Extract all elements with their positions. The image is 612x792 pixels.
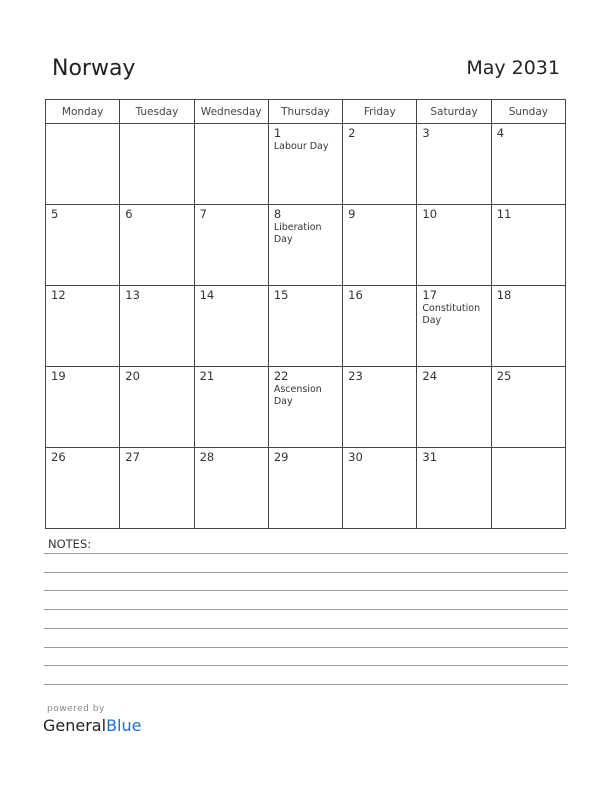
day-number: 21 [199,369,215,383]
day-number: 25 [496,369,512,383]
day-number: 12 [51,288,66,302]
day-cell [343,205,417,286]
day-number: 13 [125,288,140,302]
note-line [44,665,568,666]
day-cell [46,124,120,205]
generalblue-logo [43,716,141,735]
week-row [46,286,566,367]
day-number: 3 [422,126,430,140]
day-number: 17 [422,288,438,302]
day-cell [417,124,491,205]
day-cell [268,205,342,286]
day-cell [491,286,565,367]
day-cell [120,286,194,367]
note-line [44,572,568,573]
day-number: 5 [51,207,59,221]
day-number: 7 [199,207,207,221]
note-line [44,684,568,685]
day-cell [491,448,565,529]
day-number: 28 [199,450,215,464]
day-cell [46,448,120,529]
day-number: 16 [348,288,363,302]
logo-text-general: General [43,716,107,735]
weekday-header: Sunday [491,100,565,124]
week-row [46,367,566,448]
day-cell [46,205,120,286]
day-number: 14 [199,288,215,302]
day-cell [491,205,565,286]
weekday-header: Monday [46,100,120,124]
day-cell [120,205,194,286]
holiday-label: Labour Day [273,141,329,152]
day-number: 19 [51,369,66,383]
weekday-header: Tuesday [120,100,194,124]
day-cell [46,367,120,448]
logo-text-blue: Blue [106,716,142,735]
day-number: 2 [348,126,356,140]
day-cell [194,448,268,529]
day-cell [194,205,268,286]
note-line [44,647,568,648]
day-number: 11 [496,207,512,221]
note-line [44,628,568,629]
day-cell [343,367,417,448]
day-number: 20 [125,369,140,383]
note-line [44,609,568,610]
day-number: 8 [273,207,282,221]
powered-by-text: powered by [47,704,105,714]
weekday-header: Friday [343,100,417,124]
day-cell [268,448,342,529]
day-number: 24 [422,369,438,383]
day-number: 23 [348,369,363,383]
day-cell [417,205,491,286]
weekday-header-row [46,100,566,124]
weekday-header: Wednesday [194,100,268,124]
calendar-grid [45,99,566,529]
day-cell [194,124,268,205]
day-cell [417,286,491,367]
day-number: 22 [273,369,289,383]
day-number: 30 [348,450,363,464]
week-row [46,205,566,286]
day-cell [417,367,491,448]
week-row [46,448,566,529]
day-cell [120,448,194,529]
holiday-label: Liberation Day [273,222,322,245]
day-cell [268,286,342,367]
country-title: Norway [52,56,136,81]
day-cell [343,448,417,529]
day-cell [120,367,194,448]
holiday-label: Constitution Day [422,303,481,326]
day-number: 9 [348,207,356,221]
weekday-header: Saturday [417,100,491,124]
month-year-title: May 2031 [466,57,560,79]
day-number: 10 [422,207,438,221]
day-number: 27 [125,450,140,464]
day-cell [268,367,342,448]
day-number: 26 [51,450,66,464]
note-line [44,553,568,554]
day-cell [194,286,268,367]
notes-label: NOTES: [48,537,92,551]
day-cell [343,286,417,367]
day-cell [417,448,491,529]
note-line [44,590,568,591]
day-cell [343,124,417,205]
day-number: 18 [496,288,512,302]
day-number: 15 [273,288,289,302]
holiday-label: Ascension Day [273,384,322,407]
day-number: 4 [496,126,505,140]
day-cell [194,367,268,448]
day-number: 31 [422,450,438,464]
day-cell [268,124,342,205]
day-number: 1 [273,126,282,140]
week-row [46,124,566,205]
day-number: 29 [273,450,289,464]
day-cell [120,124,194,205]
day-number: 6 [125,207,133,221]
day-cell [46,286,120,367]
day-cell [491,124,565,205]
day-cell [491,367,565,448]
weekday-header: Thursday [268,100,342,124]
